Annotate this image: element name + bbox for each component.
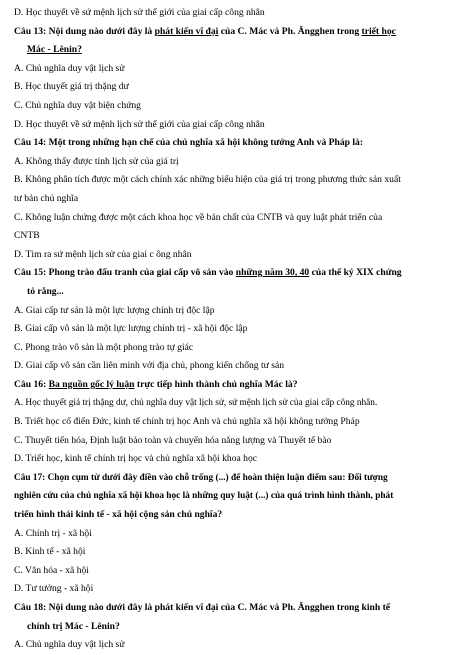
q17-option-a: A. Chính trị - xã hội [14,527,92,539]
q15-text-2: của thế kỷ XIX chứng [309,267,402,279]
q18-option-a: A. Chủ nghĩa duy vật lịch sử [14,639,125,651]
q13-text-2: của C. Mác và Ph. Ăngghen trong [218,25,362,37]
q12-option-d: D. Học thuyết về sứ mệnh lịch sử thế giới của giai cấp công nhân [14,7,265,18]
q18-question: Câu 18: Nội dung nào dưới đây là phát kiến vĩ đại của C. Mác và Ph. Ăngghen trong kinh tế [14,602,391,613]
q17-option-d: D. Tư tưởng - xã hội [14,583,94,595]
q16-option-b: B. Triết học cổ điển Đức, kinh tế chính trị học Anh và chủ nghĩa xã hội không tưởng Pháp [14,416,360,428]
q14-option-b-cont: tư bản chủ nghĩa [14,192,79,204]
q14-option-b: B. Không phân tích được một cách chính xác những biểu hiện của giá trị trong phương thức sản xuất [14,174,401,186]
q14-option-c-cont: CNTB [14,230,40,242]
q14-option-d: D. Tìm ra sứ mệnh lịch sử của giai c ông nhân [14,248,192,260]
q15-text-1: Câu 15: Phong trào đấu tranh của giai cấp vô sản vào [14,267,236,279]
q14-option-c: C. Không luận chứng được một cách khoa học về bản chất của CNTB và quy luật phát triển của [14,211,383,223]
q13-text-underline-2: triết học [361,25,396,37]
q17-question: Câu 17: Chọn cụm từ dưới đây điền vào chỗ trống (...) để hoàn thiện luận điểm sau: Đối tượng [14,472,388,483]
q14-question: Câu 14: Một trong những hạn chế của chủ nghĩa xã hội không tưởng Anh và Pháp là: [14,137,364,149]
q13-option-a: A. Chủ nghĩa duy vật lịch sử [14,62,125,74]
q18-question-cont: chính trị Mác - Lênin? [27,620,120,632]
q15-option-a: A. Giai cấp tư sản là một lực lượng chính trị độc lập [14,304,215,316]
q15-text-underline: những năm 30, 40 [235,267,310,279]
q17-option-c: C. Văn hóa - xã hội [14,564,89,576]
q17-question-cont-2: triển hình thái kinh tế - xã hội cộng sản chủ nghĩa? [14,509,223,521]
q13-text-underline-1: phát kiến vĩ đại [154,25,219,37]
q15-option-b: B. Giai cấp vô sản là một lực lượng chính trị - xã hội độc lập [14,323,248,335]
q15-option-c: C. Phong trào vô sản là một phong trào tự giác [14,341,194,353]
q16-text-1: Câu 16: [14,378,49,390]
q16-text-underline: Ba nguồn gốc lý luận [48,378,135,390]
q17-option-b: B. Kinh tế - xã hội [14,546,86,558]
q16-text-2: trực tiếp hình thành chủ nghĩa Mác là? [134,378,298,390]
q17-question-cont-1: nghiên cứu của chủ nghĩa xã hội khoa học là những quy luật (...) của quá trình hình thành, phát [14,491,394,502]
q13-option-d: D. Học thuyết về sứ mệnh lịch sử thế giới của giai cấp công nhân [14,118,265,130]
q13-option-b: B. Học thuyết giá trị thặng dư [14,81,129,93]
q13-text-1: Câu 13: Nội dung nào dưới đây là [14,25,155,37]
q14-option-a: A. Không thấy được tính lịch sử của giá trị [14,155,179,167]
q15-question-cont: tỏ rằng... [27,285,64,297]
q16-option-d: D. Triết học, kinh tế chính trị học và chủ nghĩa xã hội khoa học [14,453,257,465]
q16-option-c: C. Thuyết tiến hóa, Định luật bảo toàn và chuyển hóa năng lượng và Thuyết tế bào [14,434,332,446]
q16-question [14,376,441,395]
q13-option-c: C. Chủ nghĩa duy vật biện chứng [14,99,141,111]
q16-option-a: A. Học thuyết giá trị thặng dư, chủ nghĩa duy vật lịch sử, sứ mệnh lịch sử của giai cấp công nhân. [14,398,378,409]
q15-option-d: D. Giai cấp vô sản cần liên minh với địa chủ, phong kiến chống tư sản [14,360,285,372]
q13-text-underline-3: Mác - Lênin? [27,44,82,56]
q13-question-cont [14,41,441,60]
q13-question [14,23,441,42]
q15-question [14,264,441,283]
